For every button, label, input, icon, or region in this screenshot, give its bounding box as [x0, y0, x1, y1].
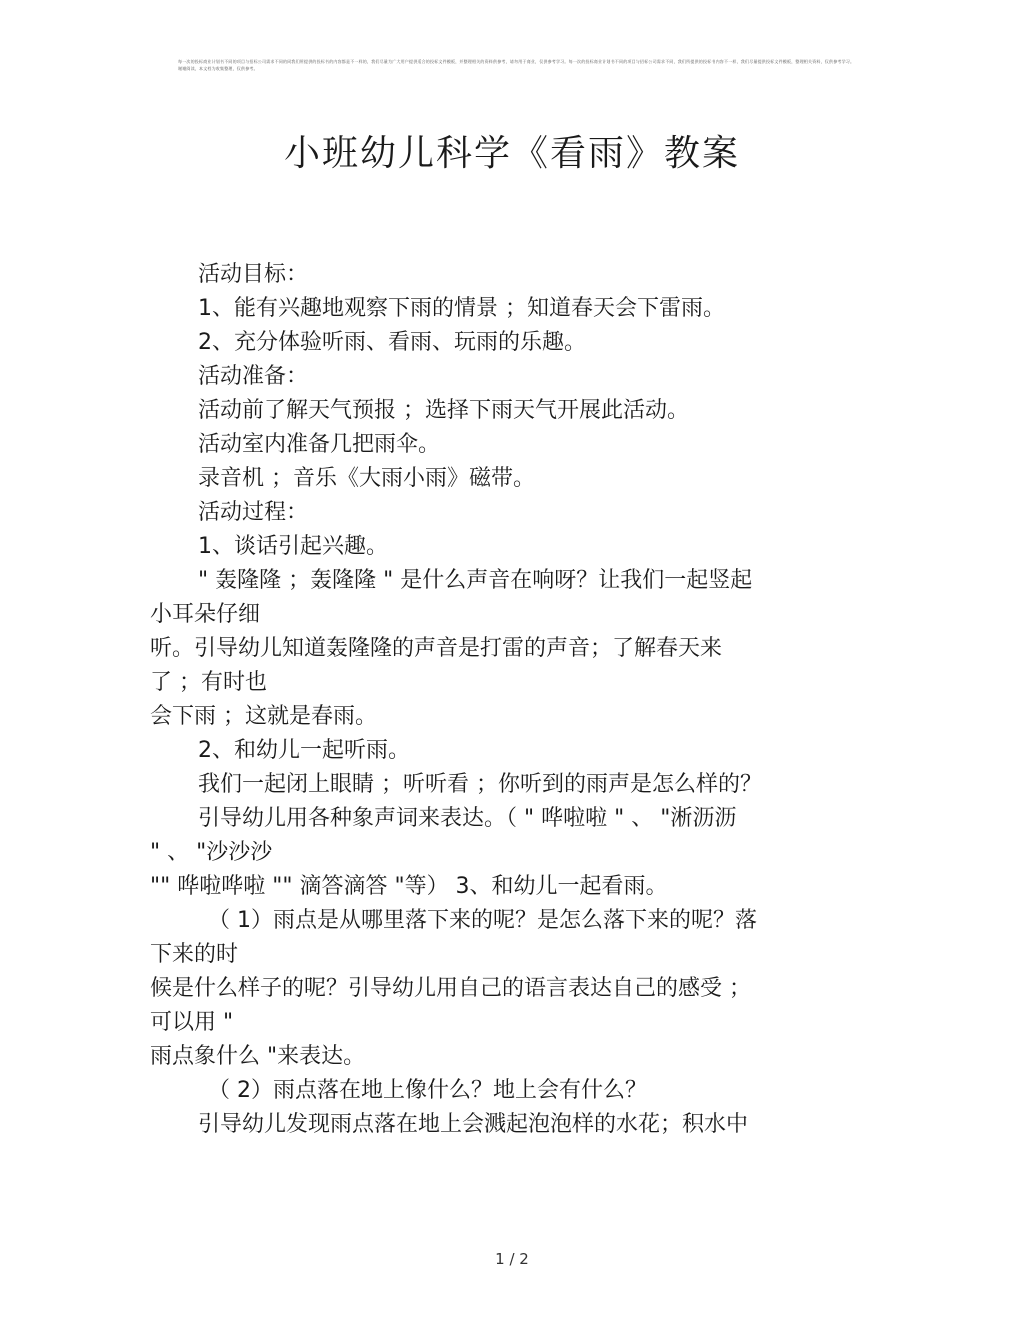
section-heading-preparation: 活动准备：	[198, 364, 309, 389]
body-line: 1、能有兴趣地观察下雨的情景 ；知道春天会下雷雨。	[198, 296, 725, 321]
section-heading-process: 活动过程：	[198, 500, 309, 525]
body-line: 活动室内准备几把雨伞。	[198, 432, 441, 457]
body-line: 录音机 ；音乐《大雨小雨》磁带。	[198, 466, 535, 491]
document-body	[150, 258, 850, 1142]
body-line: " 轰隆隆 ；轰隆隆 " 是什么声音在响呀？让我们一起竖起	[198, 568, 753, 593]
body-line: 活动前了解天气预报 ；选择下雨天气开展此活动。	[198, 398, 689, 423]
body-line: 我们一起闭上眼睛 ；听听看 ；你听到的雨声是怎么样的？	[198, 772, 762, 797]
page-title: 小班幼儿科学《看雨》教案	[283, 133, 740, 174]
body-line: " 、 "沙沙沙	[150, 840, 273, 865]
section-heading-goals: 活动目标：	[198, 262, 309, 287]
body-line: 会下雨 ；这就是春雨。	[150, 704, 377, 729]
body-line: "" 哗啦哗啦 "" 滴答滴答 "等） 3、和幼儿一起看雨。	[150, 874, 668, 899]
body-line: 小耳朵仔细	[150, 602, 261, 627]
body-line: 听。引导幼儿知道轰隆隆的声音是打雷的声音；了解春天来	[150, 636, 723, 661]
body-line: （ 2）雨点落在地上像什么？地上会有什么？	[208, 1078, 647, 1103]
body-line: 下来的时	[150, 942, 239, 967]
header-note-line: 每一次的投标商业计划书不同的项目与招标公司需求不同的同我们所提供的投标书的内容都是不一样的，我们尽量为广大用户提供适合的投标文件模板，并整理相关的资料供参考，请勿用于商业，仅供参考学习。每一次的投标商业计划书不同的项目与招标公司需求不同，我们所提供的投标书内容不一样，我们尽量提供投标文件模板，整理相关资料，仅供参考学习。	[178, 59, 855, 64]
header-note-line: 谢谢阅读，本文档为收集整理，仅供参考。	[178, 66, 258, 71]
body-line: 引导幼儿发现雨点落在地上会溅起泡泡样的水花；积水中	[198, 1112, 749, 1137]
body-line: 雨点象什么 "来表达。	[150, 1044, 366, 1069]
body-line: 1、谈话引起兴趣。	[198, 534, 388, 559]
body-line: 了 ；有时也	[150, 670, 267, 695]
header-note	[178, 58, 868, 72]
body-line: 2、和幼儿一起听雨。	[198, 738, 410, 763]
body-line: 候是什么样子的呢？引导幼儿用自己的语言表达自己的感受 ；	[150, 976, 751, 1001]
page-number: 1 / 2	[495, 1250, 529, 1268]
body-line: 可以用 "	[150, 1010, 234, 1035]
body-line: （ 1）雨点是从哪里落下来的呢？是怎么落下来的呢？落	[208, 908, 757, 933]
body-line: 2、充分体验听雨、看雨、玩雨的乐趣。	[198, 330, 586, 355]
body-line: 引导幼儿用各种象声词来表达。（ " 哗啦啦 " 、 "淅沥沥	[198, 806, 737, 831]
